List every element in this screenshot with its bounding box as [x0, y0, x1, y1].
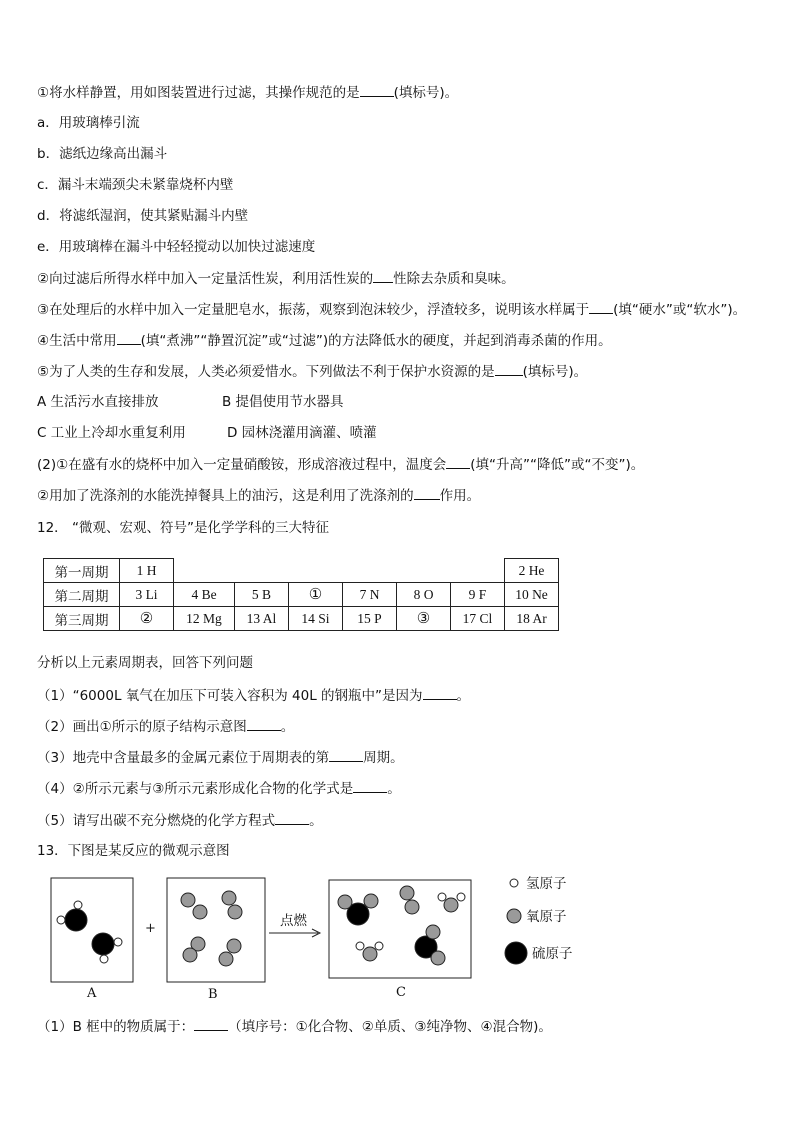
element-cell: 8 O: [397, 583, 451, 607]
element-cell: ②: [120, 607, 174, 631]
answer-blank: [247, 717, 281, 731]
table-row: [44, 583, 559, 607]
sulfur-atom: [65, 909, 87, 931]
answer-blank: [446, 455, 470, 469]
sub-question-1: （1）“6000L 氧气在加压下可装入容积为 40L 的钢瓶中”是因为 。: [37, 688, 471, 704]
element-cell: 3 Li: [120, 583, 174, 607]
option-c: c．漏斗末端颈尖未紧靠烧杯内壁: [37, 177, 234, 193]
question-line-6: (2)①在盛有水的烧杯中加入一定量硝酸铵，形成溶液过程中，温度会 (填“升高”“降低”或“不变”)。: [37, 457, 645, 473]
answer-blank: [495, 362, 523, 376]
question-line-5: ⑤为了人类的生存和发展，人类必须爱惜水。下列做法不利于保护水资源的是 (填标号)。: [37, 364, 588, 380]
hydrogen-atom: [100, 955, 108, 963]
oxygen-atom: [193, 905, 207, 919]
answer-blank: [373, 269, 393, 283]
answer-blank: [414, 486, 440, 500]
question-line-1: ①将水样静置，用如图装置进行过滤，其操作规范的是 (填标号)。: [37, 85, 459, 101]
molecule-o2: [400, 886, 419, 914]
hydrogen-atom: [57, 916, 65, 924]
legend-sulfur-marker: [505, 942, 527, 964]
element-cell: ③: [397, 607, 451, 631]
oxygen-atom: [400, 886, 414, 900]
hydrogen-atom: [114, 938, 122, 946]
label-a: A: [87, 986, 97, 1001]
oxygen-atom: [181, 893, 195, 907]
answer-blank: [329, 748, 363, 762]
legend-hydrogen-marker: [510, 879, 518, 887]
reaction-diagram: [40, 868, 600, 1003]
box-b: [167, 878, 265, 982]
question-line-4: ④生活中常用 (填“煮沸”“静置沉淀”或“过滤”)的方法降低水的硬度，并起到消毒杀菌的作用。: [37, 333, 612, 349]
table-row: [44, 607, 559, 631]
question-line-2: ②向过滤后所得水样中加入一定量活性炭，利用活性炭的 性除去杂质和臭味。: [37, 271, 515, 287]
choice-c: C 工业上冷却水重复利用: [37, 425, 186, 441]
hydrogen-atom: [457, 893, 465, 901]
element-cell: 4 Be: [174, 583, 235, 607]
legend-oxygen: 氧原子: [526, 909, 567, 925]
oxygen-atom: [363, 947, 377, 961]
answer-blank: [423, 686, 457, 700]
sub-question-3: （3）地壳中含量最多的金属元素位于周期表的第 周期。: [37, 750, 404, 766]
choice-row-cd: [37, 424, 377, 442]
question-line-7: ②用加了洗涤剂的水能洗掉餐具上的油污，这是利用了洗涤剂的 作用。: [37, 488, 481, 504]
question-13-title: 13．下图是某反应的微观示意图: [37, 843, 230, 859]
answer-blank: [589, 300, 613, 314]
legend-oxygen-marker: [507, 909, 521, 923]
oxygen-atom: [219, 952, 233, 966]
row-header: 第二周期: [44, 583, 120, 607]
sub-question-5: （5）请写出碳不充分燃烧的化学方程式 。: [37, 813, 323, 829]
choice-row-ab: [37, 393, 344, 411]
sub-question-2: （2）画出①所示的原子结构示意图 。: [37, 719, 295, 735]
label-b: B: [208, 987, 218, 1002]
molecule-h2o: [356, 942, 383, 961]
element-cell: 15 P: [343, 607, 397, 631]
molecule-h2s: [57, 901, 87, 931]
answer-blank: [194, 1017, 228, 1031]
choice-a: A 生活污水直接排放: [37, 394, 159, 410]
molecule-h2s: [92, 933, 122, 963]
element-cell: 1 H: [120, 559, 174, 583]
periodic-table: [43, 558, 559, 631]
table-question-intro: 分析以上元素周期表，回答下列问题: [37, 655, 253, 671]
question-line-3: ③在处理后的水样中加入一定量肥皂水，振荡，观察到泡沫较少，浮渣较多，说明该水样属于 (填“硬水”或“软水”)。: [37, 302, 747, 318]
answer-blank: [353, 779, 387, 793]
oxygen-atom: [405, 900, 419, 914]
oxygen-atom: [431, 951, 445, 965]
choice-d: D 园林浇灌用滴灌、喷灌: [227, 425, 377, 441]
element-cell: ①: [289, 583, 343, 607]
oxygen-atom: [222, 891, 236, 905]
answer-blank: [117, 331, 141, 345]
element-cell: 10 Ne: [505, 583, 559, 607]
arrow-condition: 点燃: [280, 913, 307, 929]
answer-blank: [275, 811, 309, 825]
sub-question-4: （4）②所示元素与③所示元素形成化合物的化学式是 。: [37, 781, 401, 797]
oxygen-atom: [426, 925, 440, 939]
element-cell: 12 Mg: [174, 607, 235, 631]
row-header: 第一周期: [44, 559, 120, 583]
element-cell: 18 Ar: [505, 607, 559, 631]
option-d: d．将滤纸湿润，使其紧贴漏斗内壁: [37, 208, 249, 224]
oxygen-molecules: [181, 891, 242, 966]
option-b: b．滤纸边缘高出漏斗: [37, 146, 168, 162]
element-cell: 7 N: [343, 583, 397, 607]
oxygen-atom: [444, 898, 458, 912]
table-row: [44, 559, 559, 583]
hydrogen-atom: [375, 942, 383, 950]
oxygen-atom: [183, 948, 197, 962]
option-e: e．用玻璃棒在漏斗中轻轻搅动以加快过滤速度: [37, 239, 316, 255]
element-cell: 2 He: [505, 559, 559, 583]
sulfur-atom: [92, 933, 114, 955]
choice-b: B 提倡使用节水器具: [222, 394, 344, 410]
oxygen-atom: [338, 895, 352, 909]
element-cell: 14 Si: [289, 607, 343, 631]
box-a: [51, 878, 133, 982]
question-12-title: 12． “微观、宏观、符号”是化学学科的三大特征: [37, 520, 329, 536]
answer-blank: [360, 83, 394, 97]
label-c: C: [396, 985, 406, 1000]
element-cell: 9 F: [451, 583, 505, 607]
molecule-h2o: [438, 893, 465, 912]
table-gap: [174, 559, 505, 583]
hydrogen-atom: [438, 893, 446, 901]
oxygen-atom: [364, 894, 378, 908]
oxygen-atom: [227, 939, 241, 953]
hydrogen-atom: [74, 901, 82, 909]
option-a: a．用玻璃棒引流: [37, 115, 140, 131]
molecule-so2: [415, 925, 445, 965]
element-cell: 17 Cl: [451, 607, 505, 631]
question-13-sub-1: （1）B 框中的物质属于： （填序号：①化合物、②单质、③纯净物、④混合物)。: [37, 1019, 552, 1035]
molecule-so2: [338, 894, 378, 925]
element-cell: 5 B: [235, 583, 289, 607]
row-header: 第三周期: [44, 607, 120, 631]
legend-sulfur: 硫原子: [532, 946, 573, 962]
element-cell: 13 Al: [235, 607, 289, 631]
legend-hydrogen: 氢原子: [526, 876, 567, 892]
plus-sign: +: [145, 921, 156, 936]
hydrogen-atom: [356, 942, 364, 950]
oxygen-atom: [228, 905, 242, 919]
